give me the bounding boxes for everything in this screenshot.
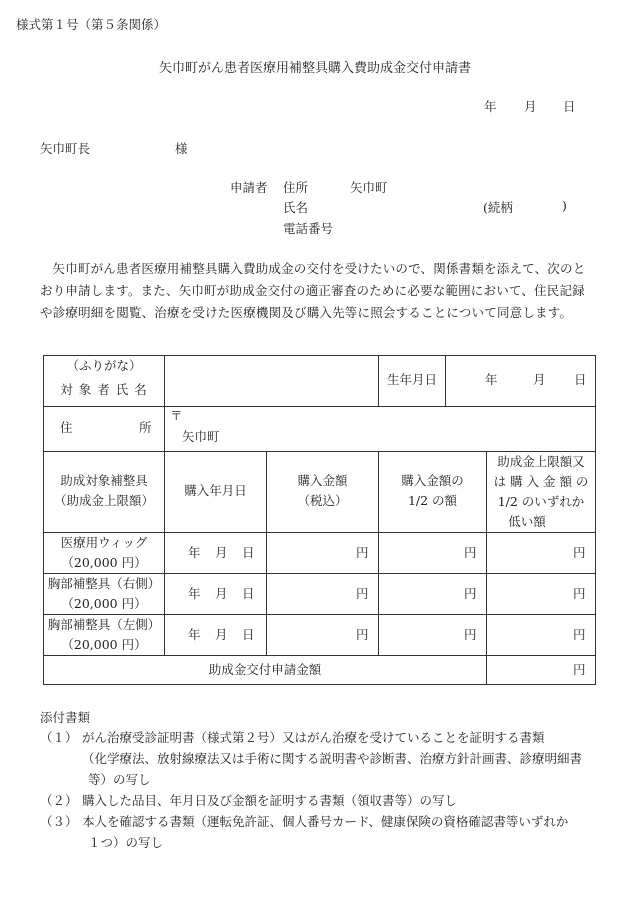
header-item-limit: （助成金上限額） bbox=[53, 493, 154, 508]
subject-name-label: 対 象 者 氏 名 bbox=[60, 382, 148, 397]
table-rule bbox=[43, 684, 596, 685]
birth-year-label: 年 bbox=[485, 372, 498, 387]
attachment-text: がん治療受診証明書（様式第２号）又はがん治療を受けていることを証明する書類 bbox=[82, 730, 545, 745]
row-yen-limit: 円 bbox=[573, 545, 586, 560]
header-limit-4: 低い額 bbox=[508, 514, 546, 529]
birthdate-label: 生年月日 bbox=[386, 372, 437, 387]
birth-day-label: 日 bbox=[574, 372, 587, 387]
row-item: 胸部補整具（左側） bbox=[47, 617, 161, 632]
row-yen-half: 円 bbox=[464, 627, 477, 642]
applicant-relation-close: ) bbox=[562, 198, 567, 213]
addressee-name: 矢巾町長 bbox=[40, 141, 91, 156]
row-yen-half: 円 bbox=[464, 586, 477, 601]
header-amount: 購入金額 bbox=[297, 473, 348, 488]
table-rule bbox=[43, 655, 596, 656]
row-yen-amount: 円 bbox=[356, 545, 369, 560]
birth-month-label: 月 bbox=[533, 372, 546, 387]
row-limit: （20,000 円） bbox=[61, 637, 147, 652]
applicant-role-label: 申請者 bbox=[230, 180, 268, 195]
row-day: 日 bbox=[242, 545, 255, 560]
attachment-text: 本人を確認する書類（運転免許証、個人番号カード、健康保険の資格確認書等いずれか bbox=[82, 814, 569, 829]
attachment-number: （２） bbox=[40, 793, 78, 808]
attachment-text: 購入した品目、年月日及び金額を証明する書類（領収書等）の写し bbox=[82, 793, 458, 808]
postal-mark: 〒 bbox=[170, 408, 183, 423]
date-year-label: 年 bbox=[484, 99, 497, 114]
header-limit-2: は 購 入 金 額 の bbox=[493, 474, 589, 489]
document-title: 矢巾町がん患者医療用補整具購入費助成金交付申請書 bbox=[158, 61, 471, 76]
attachment-text: （化学療法、放射線療法又は手術に関する説明書や診断書、治療方針計画書、診療明細書 bbox=[82, 751, 583, 766]
header-limit-1: 助成金上限額又 bbox=[497, 454, 585, 469]
attachment-number: （１） bbox=[40, 730, 78, 745]
row-yen-limit: 円 bbox=[573, 586, 586, 601]
table-rule bbox=[164, 355, 165, 655]
applicant-name-label: 氏名 bbox=[283, 200, 309, 215]
applicant-phone-label: 電話番号 bbox=[283, 221, 334, 236]
row-item: 胸部補整具（右側） bbox=[47, 576, 161, 591]
applicant-address-label: 住所 bbox=[283, 180, 309, 195]
total-label: 助成金交付申請金額 bbox=[208, 662, 322, 677]
applicant-address-value: 矢巾町 bbox=[350, 180, 388, 195]
table-address-label-1: 住 bbox=[60, 420, 73, 435]
total-yen: 円 bbox=[573, 662, 586, 677]
row-day: 日 bbox=[242, 586, 255, 601]
table-rule bbox=[445, 355, 446, 406]
row-year: 年 bbox=[188, 545, 201, 560]
row-yen-amount: 円 bbox=[356, 586, 369, 601]
row-limit: （20,000 円） bbox=[61, 555, 147, 570]
header-item: 助成対象補整具 bbox=[60, 473, 148, 488]
row-year: 年 bbox=[188, 586, 201, 601]
row-yen-limit: 円 bbox=[573, 627, 586, 642]
row-month: 月 bbox=[215, 545, 228, 560]
row-year: 年 bbox=[188, 627, 201, 642]
header-amount-tax: （税込） bbox=[297, 493, 348, 508]
header-purchase-date: 購入年月日 bbox=[184, 483, 247, 498]
row-limit: （20,000 円） bbox=[61, 596, 147, 611]
attachments-title: 添付書類 bbox=[40, 710, 91, 725]
row-day: 日 bbox=[242, 627, 255, 642]
table-address-label-2: 所 bbox=[139, 420, 152, 435]
attachment-number: （３） bbox=[40, 814, 78, 829]
header-half-amount: 購入金額の bbox=[401, 473, 464, 488]
consent-statement: 矢巾町がん患者医療用補整具購入費助成金の交付を受けたいので、関係書類を添えて、次のとおり申請します。また、矢巾町が助成金交付の適正審査のために必要な範囲において、住民記録や診療明細を閲覧、治療を受けた医療機関及び購入先等に照会することについて同意します。 bbox=[40, 261, 586, 320]
addressee-honorific: 様 bbox=[175, 141, 188, 156]
table-rule bbox=[43, 406, 596, 407]
header-half-amount-2: 1/2 の額 bbox=[407, 493, 458, 508]
row-yen-half: 円 bbox=[464, 545, 477, 560]
table-rule bbox=[595, 355, 596, 685]
header-limit-3: 1/2 のいずれか bbox=[497, 494, 585, 509]
date-day-label: 日 bbox=[563, 99, 576, 114]
applicant-relation-open: (続柄 bbox=[483, 200, 513, 215]
row-month: 月 bbox=[215, 627, 228, 642]
attachment-text: 等）の写し bbox=[88, 772, 151, 787]
table-address-value: 矢巾町 bbox=[182, 429, 220, 444]
row-yen-amount: 円 bbox=[356, 627, 369, 642]
row-month: 月 bbox=[215, 586, 228, 601]
furigana-label: （ふりがな） bbox=[66, 358, 142, 373]
date-month-label: 月 bbox=[524, 99, 537, 114]
attachment-text: １つ）の写し bbox=[88, 835, 164, 850]
form-number: 様式第１号（第５条関係） bbox=[16, 17, 167, 32]
row-item: 医療用ウィッグ bbox=[60, 535, 148, 550]
